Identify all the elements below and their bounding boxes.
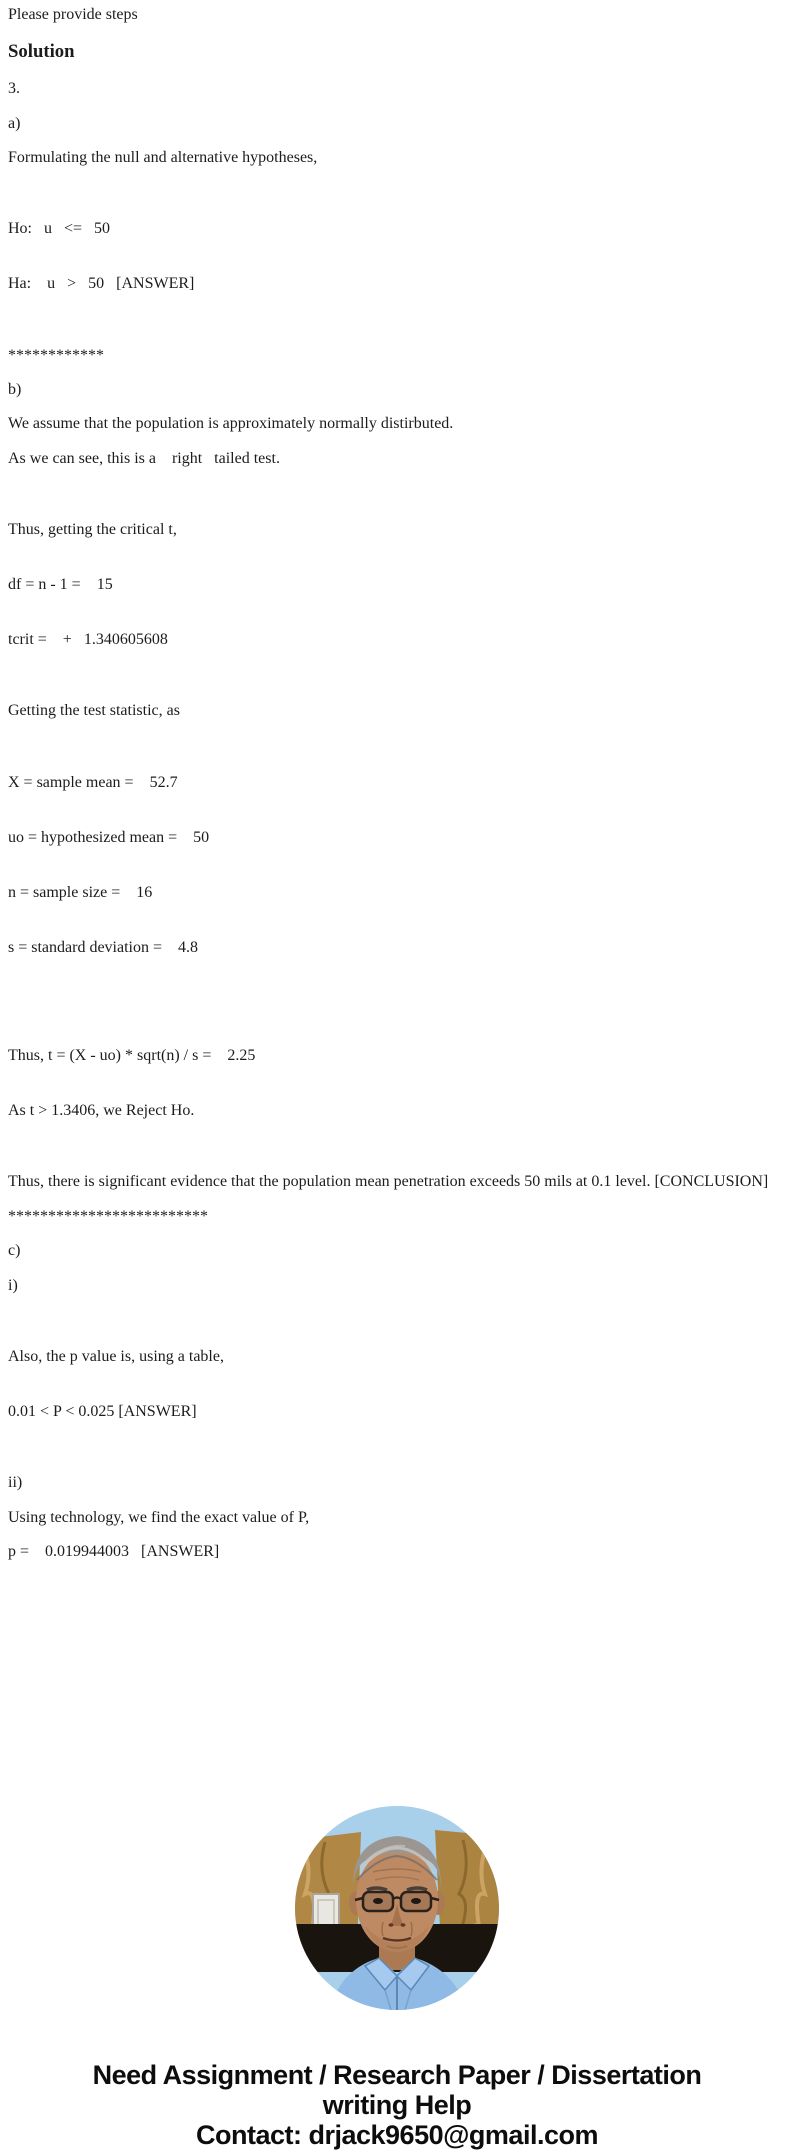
null-hypothesis: Ho: u <= 50 bbox=[8, 220, 111, 238]
question-number: 3. bbox=[8, 80, 20, 98]
tutor-portrait-photo bbox=[295, 1806, 499, 2010]
part-c-i-label: i) bbox=[8, 1276, 18, 1294]
tail-note: As we can see, this is a right tailed test. bbox=[8, 449, 280, 467]
alt-hypothesis: Ha: u > 50 [ANSWER] bbox=[8, 275, 195, 293]
critical-t-block bbox=[8, 484, 786, 686]
p-table-intro: Also, the p value is, using a table, bbox=[8, 1347, 224, 1365]
p-exact-intro: Using technology, we find the exact value of P, bbox=[8, 1508, 310, 1526]
sample-mean-line: X = sample mean = 52.7 bbox=[8, 773, 178, 791]
part-c-label: c) bbox=[8, 1242, 21, 1260]
statistic-values-block bbox=[8, 737, 786, 994]
tcrit-line: tcrit = + 1.340605608 bbox=[8, 631, 168, 649]
part-b-label: b) bbox=[8, 380, 22, 398]
decision-line: As t > 1.3406, we Reject Ho. bbox=[8, 1102, 195, 1120]
banner-line-2: writing Help bbox=[322, 2090, 472, 2121]
request-note: Please provide steps bbox=[8, 6, 138, 23]
std-dev-line: s = standard deviation = 4.8 bbox=[8, 939, 199, 957]
normality-assumption: We assume that the population is approximately normally distirbuted. bbox=[8, 415, 454, 433]
p-exact-answer: p = 0.019944003 [ANSWER] bbox=[8, 1542, 220, 1560]
avatar-section bbox=[0, 1806, 794, 2010]
divider-asterisks-long: ************************* bbox=[8, 1207, 208, 1225]
t-formula-line: Thus, t = (X - uo) * sqrt(n) / s = 2.25 bbox=[8, 1047, 256, 1065]
footer-banner bbox=[0, 2060, 794, 2150]
hypotheses-block bbox=[8, 183, 786, 330]
hypothesized-mean-line: uo = hypothesized mean = 50 bbox=[8, 828, 210, 846]
critical-t-intro: Thus, getting the critical t, bbox=[8, 520, 177, 538]
part-c-ii-label: ii) bbox=[8, 1474, 23, 1492]
t-result-block bbox=[8, 1010, 786, 1157]
sample-size-line: n = sample size = 16 bbox=[8, 883, 153, 901]
banner-line-1: Need Assignment / Research Paper / Dissertation bbox=[92, 2060, 702, 2091]
banner-contact-email: Contact: drjack9650@gmail.com bbox=[196, 2120, 598, 2150]
solution-heading: Solution bbox=[8, 41, 75, 63]
divider-asterisks: ************ bbox=[8, 346, 104, 364]
conclusion-line: Thus, there is significant evidence that the population mean penetration exceeds 50 mils at 0.1 level. [CONCLUSION] bbox=[8, 1173, 769, 1191]
tutor-avatar bbox=[295, 1806, 499, 2010]
p-table-answer: 0.01 < P < 0.025 [ANSWER] bbox=[8, 1402, 197, 1420]
test-statistic-intro: Getting the test statistic, as bbox=[8, 702, 180, 720]
hypotheses-intro: Formulating the null and alternative hypotheses, bbox=[8, 149, 318, 167]
part-a-label: a) bbox=[8, 114, 21, 132]
df-line: df = n - 1 = 15 bbox=[8, 576, 113, 594]
p-table-block bbox=[8, 1311, 786, 1458]
